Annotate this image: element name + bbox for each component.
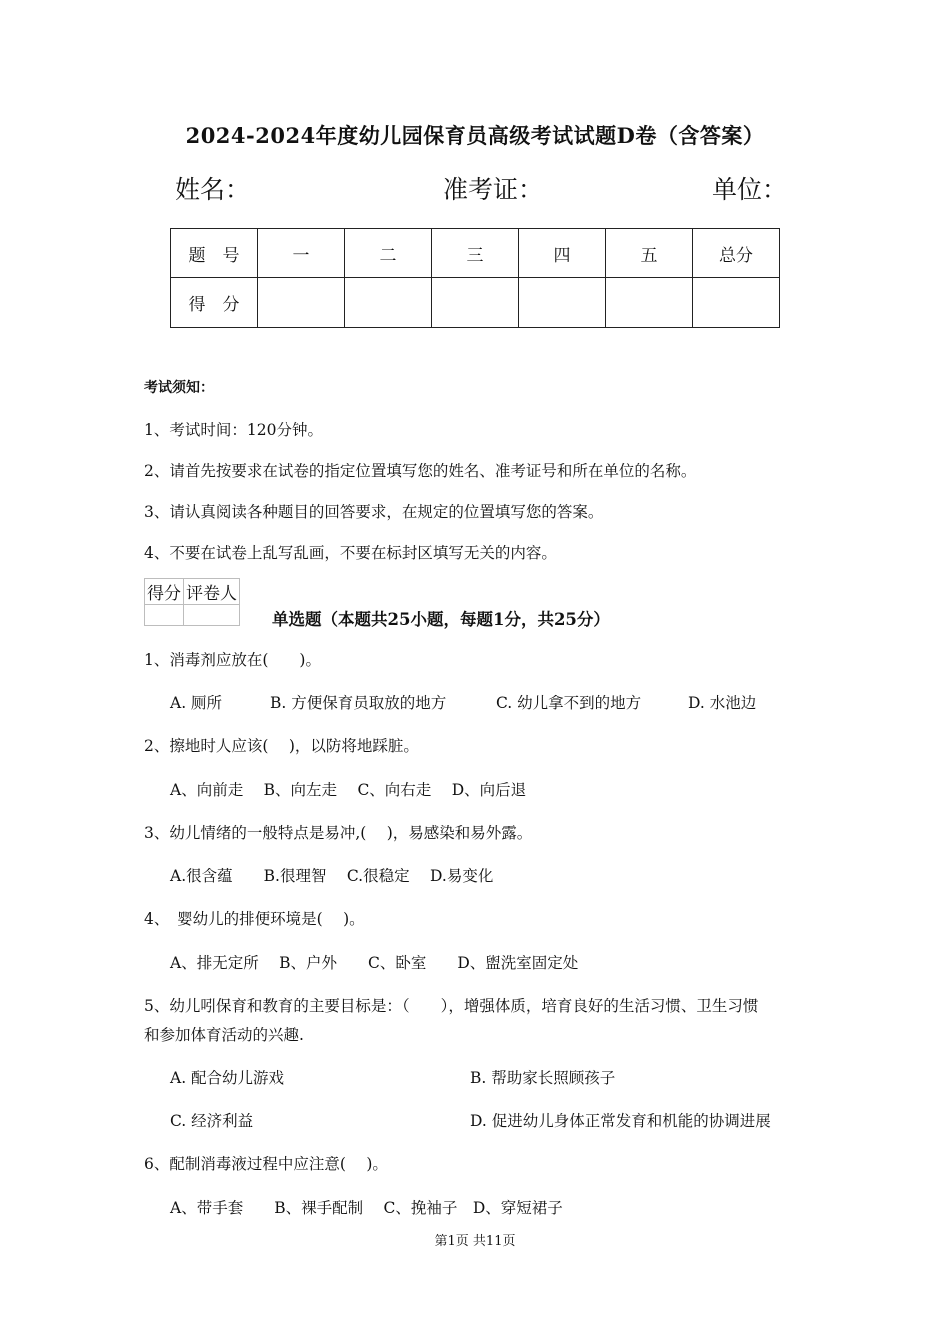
page-title: 2024-2024年度幼儿园保育员高级考试试题D卷（含答案） bbox=[185, 123, 765, 148]
section-title: 单选题（本题共25小题，每题1分，共25分） bbox=[272, 610, 610, 629]
question-stem: 1、消毒剂应放在( )。 bbox=[144, 651, 321, 669]
score-header-cell: 二 bbox=[345, 229, 432, 278]
notice-item: 4、不要在试卷上乱写乱画，不要在标封区填写无关的内容。 bbox=[144, 544, 557, 562]
option-c: C. 幼儿拿不到的地方 bbox=[496, 694, 642, 712]
option-c: C. 经济利益 bbox=[170, 1112, 254, 1130]
option-d: D. 促进幼儿身体正常发育和机能的协调进展 bbox=[470, 1112, 771, 1130]
option-d: D. 水池边 bbox=[688, 694, 757, 712]
score-cell bbox=[345, 278, 432, 328]
question-options: A.很含蕴 B.很理智 C.很稳定 D.易变化 bbox=[170, 867, 494, 885]
grader-box-grader-cell bbox=[184, 605, 240, 626]
name-field-label: 姓名： bbox=[175, 175, 251, 204]
option-a: A. 厕所 bbox=[170, 694, 223, 712]
exam-id-field-label: 准考证： bbox=[443, 175, 544, 204]
score-header-cell: 题 号 bbox=[171, 229, 258, 278]
grader-box-grader-label: 评卷人 bbox=[184, 579, 240, 605]
score-cell bbox=[519, 278, 606, 328]
option-a: A. 配合幼儿游戏 bbox=[170, 1069, 285, 1087]
grader-box bbox=[144, 578, 240, 626]
score-header-cell: 五 bbox=[606, 229, 693, 278]
unit-field-label: 单位： bbox=[712, 175, 788, 204]
option-b: B. 帮助家长照顾孩子 bbox=[470, 1069, 616, 1087]
score-header-cell: 三 bbox=[432, 229, 519, 278]
score-cell bbox=[258, 278, 345, 328]
grader-box-score-cell bbox=[145, 605, 184, 626]
question-options: A、排无定所 B、户外 C、卧室 D、盥洗室固定处 bbox=[170, 954, 579, 972]
score-table-header-row bbox=[171, 229, 780, 278]
score-header-cell: 总分 bbox=[693, 229, 780, 278]
question-options: A、带手套 B、裸手配制 C、挽袖子 D、穿短裙子 bbox=[170, 1199, 563, 1217]
score-cell bbox=[432, 278, 519, 328]
score-table bbox=[170, 228, 780, 328]
option-b: B. 方便保育员取放的地方 bbox=[270, 694, 447, 712]
score-header-cell: 四 bbox=[519, 229, 606, 278]
question-options: A、向前走 B、向左走 C、向右走 D、向后退 bbox=[170, 781, 527, 799]
notice-item: 2、请首先按要求在试卷的指定位置填写您的姓名、准考证号和所在单位的名称。 bbox=[144, 462, 697, 480]
question-stem-continued: 和参加体育活动的兴趣. bbox=[144, 1026, 304, 1044]
grader-box-score-label: 得分 bbox=[145, 579, 184, 605]
score-row-label: 得 分 bbox=[171, 278, 258, 328]
score-cell bbox=[693, 278, 780, 328]
question-stem: 6、配制消毒液过程中应注意( )。 bbox=[144, 1155, 388, 1173]
question-stem: 3、幼儿情绪的一般特点是易冲,( )，易感染和易外露。 bbox=[144, 824, 533, 842]
notice-item: 1、考试时间：120分钟。 bbox=[144, 421, 323, 439]
page-footer: 第1页 共11页 bbox=[434, 1234, 516, 1249]
score-header-cell: 一 bbox=[258, 229, 345, 278]
score-cell bbox=[606, 278, 693, 328]
score-table-score-row bbox=[171, 278, 780, 328]
notice-heading: 考试须知： bbox=[144, 380, 214, 396]
question-stem: 2、擦地时人应该( )，以防将地踩脏。 bbox=[144, 737, 419, 755]
question-stem: 4、 婴幼儿的排便环境是( )。 bbox=[144, 910, 365, 928]
question-stem: 5、幼儿吲保育和教育的主要目标是：（ ），增强体质，培育良好的生活习惯、卫生习惯 bbox=[144, 997, 759, 1015]
notice-item: 3、请认真阅读各种题目的回答要求，在规定的位置填写您的答案。 bbox=[144, 503, 604, 521]
